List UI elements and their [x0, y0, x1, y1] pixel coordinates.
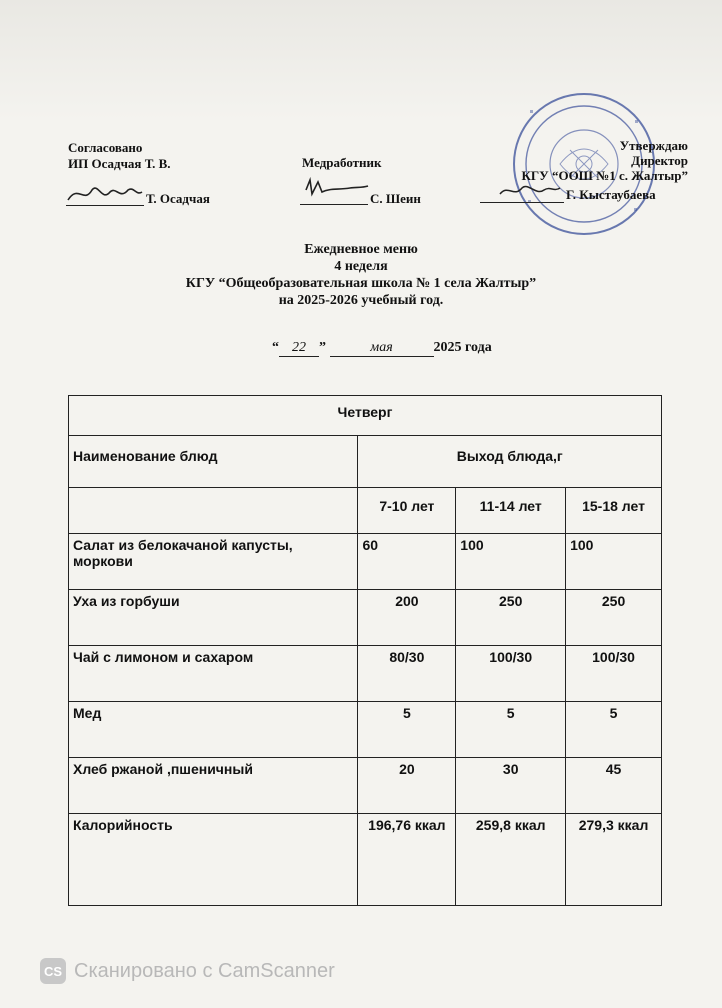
dish-name: Калорийность: [69, 814, 358, 906]
confirm-block: [470, 138, 688, 183]
dish-name: Уха из горбуши: [69, 590, 358, 646]
value-cell: 250: [456, 590, 566, 646]
table-row: [69, 702, 662, 758]
date-day: 22: [279, 340, 319, 357]
confirm-signer: Г. Кыстаубаева: [566, 187, 656, 202]
medworker-signature-icon: [300, 176, 370, 202]
value-cell: 45: [566, 758, 662, 814]
confirm-org: КГУ “ООШ №1 с. Жалтыр”: [521, 168, 688, 183]
school-name: КГУ “Общеобразовательная школа № 1 села Жалтыр”: [185, 276, 537, 291]
table-row: [69, 436, 662, 488]
confirm-label: Утверждаю: [619, 138, 688, 153]
dish-name: Мед: [69, 702, 358, 758]
value-cell: 100/30: [456, 646, 566, 702]
table-row: [69, 758, 662, 814]
menu-table: [68, 395, 662, 906]
approved-signer: Т. Осадчая: [146, 191, 210, 206]
value-cell: 279,3 ккал: [566, 814, 662, 906]
approved-label: Согласовано: [68, 140, 143, 155]
dish-name: Салат из белокачаной капусты, моркови: [69, 534, 358, 590]
table-row: [69, 646, 662, 702]
value-cell: 196,76 ккал: [358, 814, 456, 906]
value-cell: 5: [566, 702, 662, 758]
scanner-watermark: [40, 958, 335, 984]
dish-name: Хлеб ржаной ,пшеничный: [69, 758, 358, 814]
date-year: 2025 года: [433, 340, 492, 355]
approved-org: ИП Осадчая Т. В.: [68, 156, 171, 171]
value-cell: 30: [456, 758, 566, 814]
table-row: [69, 488, 662, 534]
output-header: Выход блюда,г: [358, 436, 662, 488]
dish-name: Чай с лимоном и сахаром: [69, 646, 358, 702]
medworker-signer: С. Шеин: [370, 191, 421, 206]
value-cell: 5: [358, 702, 456, 758]
confirm-signature-icon: [496, 180, 562, 204]
day-of-week: Четверг: [69, 396, 662, 436]
watermark-text: Сканировано с CamScanner: [74, 959, 335, 982]
date-line: [272, 340, 492, 357]
week-label: 4 неделя: [334, 259, 388, 274]
value-cell: 250: [566, 590, 662, 646]
confirm-role: Директор: [631, 153, 688, 168]
medworker-label: Медработник: [302, 155, 382, 170]
value-cell: 259,8 ккал: [456, 814, 566, 906]
value-cell: 100: [456, 534, 566, 590]
age-group-cell: 7-10 лет: [358, 488, 456, 534]
menu-title: Ежедневное меню: [304, 242, 418, 257]
table-row: [69, 534, 662, 590]
camscanner-logo-icon: CS: [40, 958, 66, 984]
value-cell: 100: [566, 534, 662, 590]
approved-block: [68, 140, 171, 172]
date-month: мая: [330, 340, 434, 357]
school-year: на 2025-2026 учебный год.: [278, 293, 444, 308]
value-cell: 5: [456, 702, 566, 758]
dish-header: Наименование блюд: [69, 436, 358, 488]
value-cell: 20: [358, 758, 456, 814]
date-close-quote: ”: [319, 340, 326, 355]
table-row: [69, 396, 662, 436]
value-cell: 100/30: [566, 646, 662, 702]
value-cell: 80/30: [358, 646, 456, 702]
age-group-cell: 15-18 лет: [566, 488, 662, 534]
table-row: [69, 814, 662, 906]
value-cell: 60: [358, 534, 456, 590]
date-open-quote: “: [272, 340, 279, 355]
value-cell: 200: [358, 590, 456, 646]
table-row: [69, 590, 662, 646]
age-group-cell: 11-14 лет: [456, 488, 566, 534]
